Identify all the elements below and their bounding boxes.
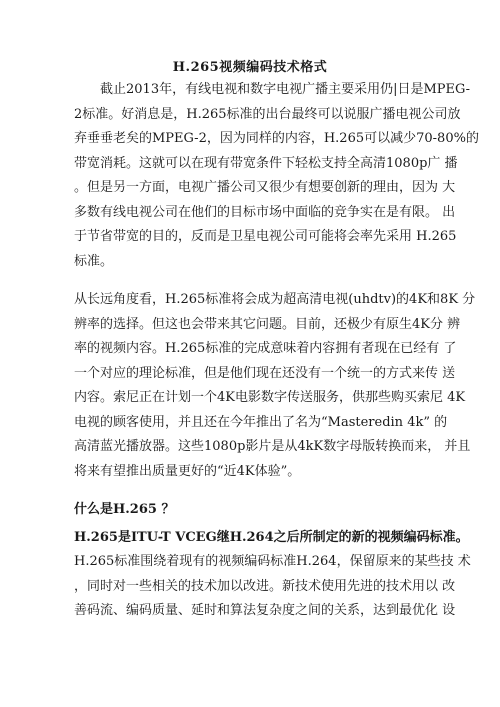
text-line: 带宽消耗。这就可以在现有带宽条件下轻松支持全高清1080p广 播 [74, 155, 458, 171]
text-line: 内容。索尼正在计划一个4K电影数字传送服务，供那些购买索尼 4K [74, 390, 466, 405]
document-title: H.265视频编码技术格式 [172, 60, 328, 75]
text-line: 。但是另一方面，电视广播公司又很少有想要创新的理由，因为 大 [74, 180, 456, 195]
text-line: 一个对应的理论标准，但是他们现在还没有一个统一的方式来传 送 [74, 365, 456, 381]
paragraph-broadcast [74, 78, 479, 274]
definition-heading: H.265是ITU-T VCEG继H.264之后所制定的新的视频编码标准。 [74, 530, 469, 545]
text-line: 电视的顾客使用，并且还在今年推出了名为“Masteredin 4k” 的 [74, 414, 448, 430]
text-line: 率的视频内容。H.265标准的完成意味着内容拥有者现在已经有 了 [74, 341, 457, 356]
section-heading: 什么是H.265 ？ [74, 502, 175, 517]
text-line: 截止2013年，有线电视和数字电视广播主要采用仍|日是MPEG- [100, 82, 471, 97]
paragraph-h265 [74, 550, 471, 624]
text-line: 将来有望推出质量更好的“近4K体验”。 [74, 463, 301, 479]
text-line: 标准。 [74, 253, 114, 269]
text-line: 多数有线电视公司在他们的目标市场中面临的竞争实在是有限。 出 [74, 204, 456, 220]
text-line: 高清蓝光播放器。这些1080p影片是从4kK数字母版转换而来， 并且 [74, 439, 471, 454]
text-line: 于节省带宽的目的，反而是卫星电视公司可能将会率先采用 H.265 [74, 229, 457, 244]
text-line: 2标准。好消息是，H.265标准的出台最终可以说服广播电视公司放 [74, 106, 461, 122]
text-line: 辨率的选择。但这也会带来其它问题。目前，还极少有原生4K分 辨 [74, 316, 461, 332]
text-line: ，同时对一些相关的技术加以改进。新技术使用先进的技术用以 改 [74, 578, 456, 594]
text-line: 弃垂垂老矣的MPEG-2，因为同样的内容，H.265可以减少70-80%的 [74, 131, 479, 146]
text-line: H.265标准围绕着现有的视频编码标准H.264，保留原来的某些技 术 [74, 554, 471, 569]
text-line: 善码流、编码质量、延时和算法复杂度之间的关系，达到最优化 设 [74, 603, 456, 618]
text-line: 从长远角度看，H.265标准将会成为超高清电视(uhdtv)的4K和8K 分 [74, 292, 476, 307]
paragraph-uhdtv [74, 288, 476, 484]
